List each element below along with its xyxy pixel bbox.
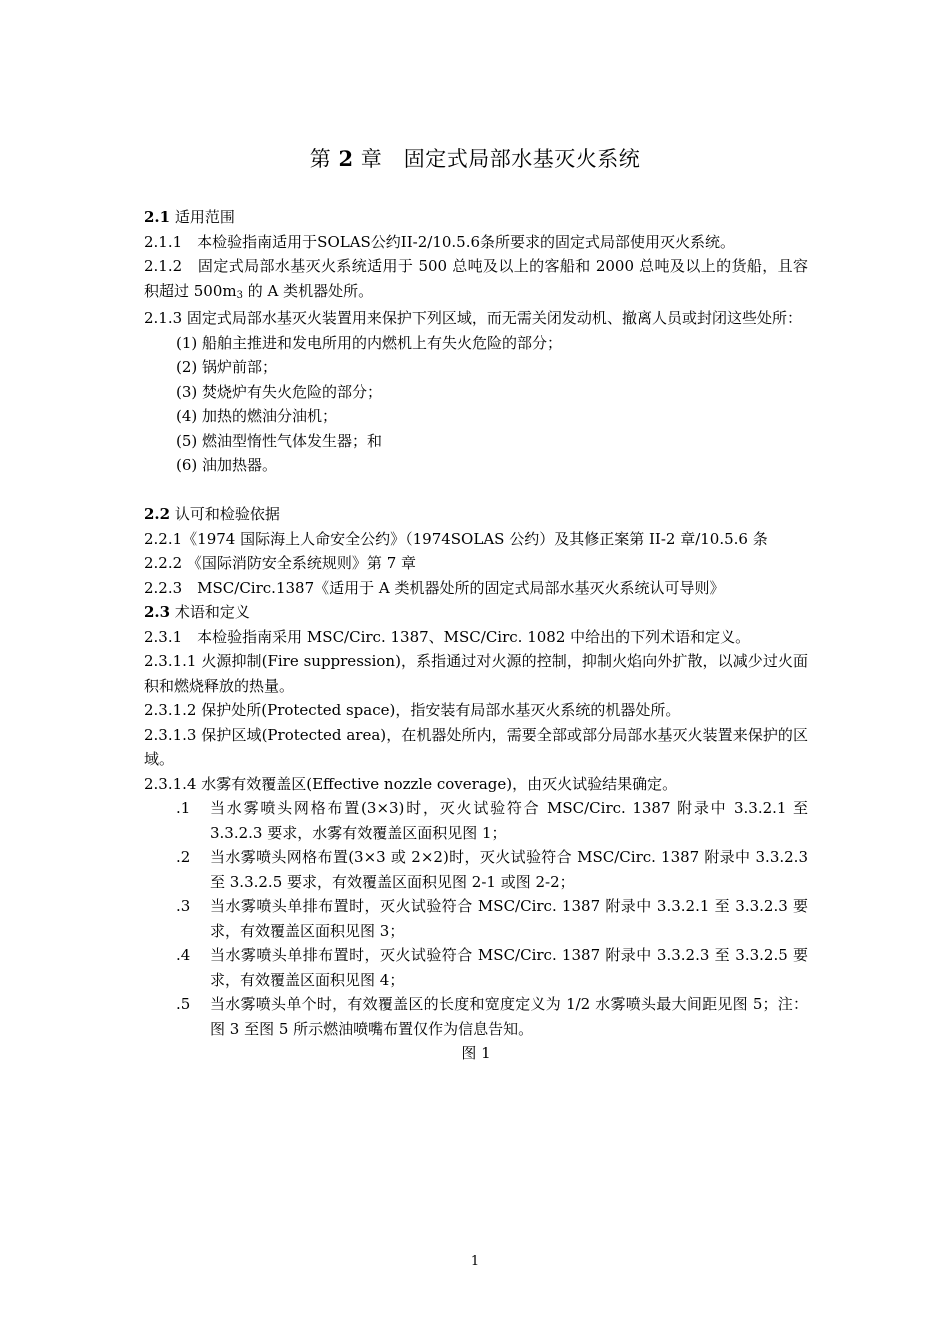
chapter-title bbox=[0, 145, 950, 173]
section-number: 2.3 bbox=[144, 603, 171, 621]
item-number: .4 bbox=[176, 946, 191, 964]
item-number: .3 bbox=[176, 897, 191, 915]
page-number: 1 bbox=[470, 1254, 480, 1269]
paragraph-2-1-3: 2.1.3 固定式局部水基灭火装置用来保护下列区域，而无需关闭发动机、撤离人员或封闭这些处所： bbox=[144, 309, 802, 327]
list-item: (3) 焚烧炉有失火危险的部分； bbox=[176, 382, 383, 401]
paragraph-2-3-1-2: 2.3.1.2 保护处所(Protected space)，指安装有局部水基灭火系统的机器处所。 bbox=[144, 701, 681, 719]
item-text: 当水雾喷头单排布置时，灭火试验符合 MSC/Circ. 1387 附录中 3.3.2.3 至 3.3.2.5 要求，有效覆盖区面积见图 4； bbox=[210, 946, 808, 989]
chapter-title-text: 章 固定式局部水基灭火系统 bbox=[353, 147, 641, 171]
paragraph-2-3-1-4: 2.3.1.4 水雾有效覆盖区(Effective nozzle coverage)，由灭火试验结果确定。 bbox=[144, 774, 678, 793]
paragraph-2-3-1: 2.3.1 本检验指南采用 MSC/Circ. 1387、MSC/Circ. 1082 中给出的下列术语和定义。 bbox=[144, 627, 751, 646]
section-2-3-heading bbox=[144, 600, 808, 625]
section-number: 2.1 bbox=[144, 208, 171, 226]
list-item: (6) 油加热器。 bbox=[176, 456, 278, 474]
numbered-item bbox=[144, 796, 808, 845]
section-title: 适用范围 bbox=[170, 208, 235, 226]
section-number: 2.2 bbox=[144, 505, 171, 523]
numbered-item bbox=[144, 992, 808, 1041]
list-item: (1) 船舶主推进和发电所用的内燃机上有失火危险的部分； bbox=[176, 333, 563, 352]
section-2-1-heading bbox=[144, 205, 808, 230]
section-title: 术语和定义 bbox=[170, 603, 250, 621]
document-body bbox=[144, 205, 808, 1066]
item-text: 当水雾喷头网格布置(3×3 或 2×2)时，灭火试验符合 MSC/Circ. 1387 附录中 3.3.2.3 至 3.3.2.5 要求，有效覆盖区面积见图 2-1 或图 2-2； bbox=[210, 848, 808, 891]
paragraph-2-1-2 bbox=[144, 254, 808, 306]
item-number: .5 bbox=[176, 995, 191, 1013]
spacer bbox=[144, 478, 808, 503]
item-text: 当水雾喷头单排布置时，灭火试验符合 MSC/Circ. 1387 附录中 3.3.2.1 至 3.3.2.3 要求，有效覆盖区面积见图 3； bbox=[210, 897, 808, 940]
paragraph-2-1-1: 2.1.1 本检验指南适用于SOLAS公约II-2/10.5.6条所要求的固定式局部使用灭火系统。 bbox=[144, 232, 736, 251]
section-2-2-heading bbox=[144, 502, 808, 527]
item-text: 当水雾喷头网格布置(3×3)时，灭火试验符合 MSC/Circ. 1387 附录中 3.3.2.1 至 3.3.2.3 要求，水雾有效覆盖区面积见图 1； bbox=[210, 799, 808, 842]
paragraph-text: 2.1.2 固定式局部水基灭火系统适用于 500 总吨及以上的客船和 2000 总吨及以上的货船，且容积超过 500m bbox=[144, 257, 808, 300]
item-number: .1 bbox=[176, 799, 191, 817]
numbered-item bbox=[144, 894, 808, 943]
numbered-item bbox=[144, 845, 808, 894]
paragraph-2-3-1-1: 2.3.1.1 火源抑制(Fire suppression)，系指通过对火源的控制，抑制火焰向外扩散，以减少过火面积和燃烧释放的热量。 bbox=[144, 652, 808, 695]
paragraph-text: 的 A 类机器处所。 bbox=[243, 281, 374, 300]
item-number: .2 bbox=[176, 848, 191, 866]
list-item: (5) 燃油型惰性气体发生器；和 bbox=[176, 431, 383, 450]
list-item: (2) 锅炉前部； bbox=[176, 358, 278, 376]
superscript-unit: 3 bbox=[236, 289, 243, 301]
section-title: 认可和检验依据 bbox=[170, 505, 280, 523]
paragraph-2-3-1-3: 2.3.1.3 保护区域(Protected area)，在机器处所内，需要全部或部分局部水基灭火装置来保护的区域。 bbox=[144, 725, 808, 768]
paragraph-2-2-3: 2.2.3 MSC/Circ.1387《适用于 A 类机器处所的固定式局部水基灭火系统认可导则》 bbox=[144, 578, 725, 597]
paragraph-2-2-2: 2.2.2 《国际消防安全系统规则》第 7 章 bbox=[144, 554, 417, 572]
chapter-number: 2 bbox=[338, 146, 354, 171]
list-item: (4) 加热的燃油分油机； bbox=[176, 407, 338, 425]
paragraph-2-2-1: 2.2.1《1974 国际海上人命安全公约》（1974SOLAS 公约）及其修正案第 II-2 章/10.5.6 条 bbox=[144, 529, 768, 548]
figure-label: 图 1 bbox=[461, 1044, 491, 1062]
numbered-item bbox=[144, 943, 808, 992]
chapter-title-prefix: 第 bbox=[309, 147, 339, 171]
item-text: 当水雾喷头单个时，有效覆盖区的长度和宽度定义为 1/2 水雾喷头最大间距见图 5；注：图 3 至图 5 所示燃油喷嘴布置仅作为信息告知。 bbox=[210, 995, 808, 1038]
